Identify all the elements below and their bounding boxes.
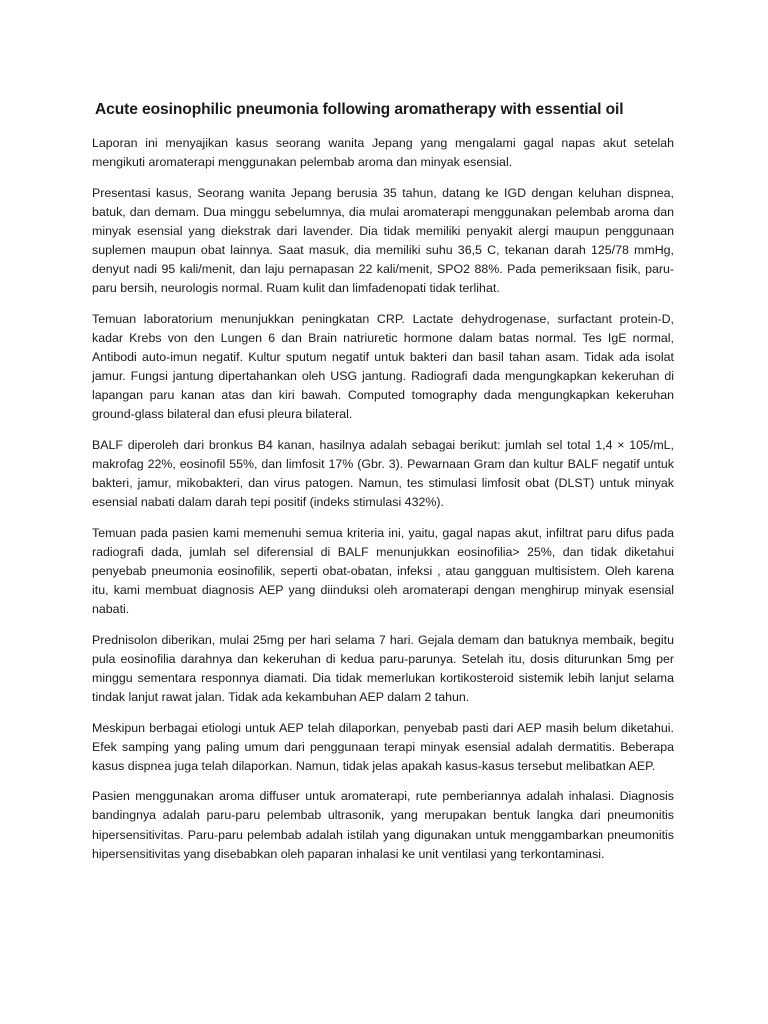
paragraph-balf-results: BALF diperoleh dari bronkus B4 kanan, hasilnya adalah sebagai berikut: jumlah sel total 1,4 × 105/mL, makrofag 22%, eosinofil 55%, dan limfosit 17% (Gbr. 3). Pewarnaan Gram dan kultur BALF negatif untuk bakteri, jamur, mikobakteri, dan virus patogen. Namun, tes stimulasi limfosit obat (DLST) untuk minyak esensial nabati dalam darah tepi positif (indeks stimulasi 432%). <box>92 437 674 510</box>
document-title: Acute eosinophilic pneumonia following aromatherapy with essential oil <box>95 101 624 118</box>
paragraph-differential-diagnosis: Pasien menggunakan aroma diffuser untuk aromaterapi, rute pemberiannya adalah inhalasi. Diagnosis bandingnya adalah paru-paru pelembab ultrasonik, yang merupakan bentuk langka dari pneumonitis hipersensitivitas. Paru-paru pelembab adalah istilah yang digunakan untuk menggambarkan pneumonitis hipersensitivitas yang disebabkan oleh paparan inhalasi ke unit ventilasi yang terkontaminasi. <box>92 789 674 861</box>
paragraph-treatment: Prednisolon diberikan, mulai 25mg per hari selama 7 hari. Gejala demam dan batuknya membaik, begitu pula eosinofilia darahnya dan kekeruhan di kedua paru-parunya. Setelah itu, dosis diturunkan 5mg per minggu sementara responnya diamati. Dia tidak memerlukan kortikosteroid sistemik lebih lanjut selama tindak lanjut rawat jalan. Tidak ada kekambuhan AEP dalam 2 tahun. <box>92 632 674 704</box>
paragraph-lab-findings: Temuan laboratorium menunjukkan peningkatan CRP. Lactate dehydrogenase, surfactant protein-D, kadar Krebs von den Lungen 6 dan Brain natriuretic hormone dalam batas normal. Tes IgE normal, Antibodi auto-imun negatif. Kultur sputum negatif untuk bakteri dan basil tahan asam. Tidak ada isolat jamur. Fungsi jantung dipertahankan oleh USG jantung. Radiografi dada mengungkapkan kekeruhan di lapangan paru kanan atas dan kiri bawah. Computed tomography dada mengungkapkan kekeruhan ground-glass bilateral dan efusi pleura bilateral. <box>92 311 674 422</box>
paragraph-intro: Laporan ini menyajikan kasus seorang wanita Jepang yang mengalami gagal napas akut setelah mengikuti aromaterapi menggunakan pelembab aroma dan minyak esensial. <box>92 136 674 170</box>
paragraph-etiology: Meskipun berbagai etiologi untuk AEP telah dilaporkan, penyebab pasti dari AEP masih belum diketahui. Efek samping yang paling umum dari penggunaan terapi minyak esensial adalah dermatitis. Beberapa kasus dispnea juga telah dilaporkan. Namun, tidak jelas apakah kasus-kasus tersebut melibatkan AEP. <box>92 720 674 773</box>
paragraph-diagnosis: Temuan pada pasien kami memenuhi semua kriteria ini, yaitu, gagal napas akut, infiltrat paru difus pada radiografi dada, jumlah sel diferensial di BALF menunjukkan eosinofilia> 25%, dan tidak diketahui penyebab pneumonia eosinofilik, seperti obat-obatan, infeksi , atau gangguan multisistem. Oleh karena itu, kami membuat diagnosis AEP yang diinduksi oleh aromaterapi dengan menghirup minyak esensial nabati. <box>92 525 674 617</box>
document-page <box>92 100 674 875</box>
paragraph-case-presentation: Presentasi kasus, Seorang wanita Jepang berusia 35 tahun, datang ke IGD dengan keluhan dispnea, batuk, dan demam. Dua minggu sebelumnya, dia mulai aromaterapi menggunakan pelembab aroma dan minyak esensial yang diekstrak dari lavender. Dia tidak memiliki penyakit alergi maupun penggunaan suplemen maupun obat lainnya. Saat masuk, dia memiliki suhu 36,5 C, tekanan darah 125/78 mmHg, denyut nadi 95 kali/menit, dan laju pernapasan 22 kali/menit, SPO2 88%. Pada pemeriksaan fisik, paru-paru bersih, neurologis normal. Ruam kulit dan limfadenopati tidak terlihat. <box>92 185 674 296</box>
